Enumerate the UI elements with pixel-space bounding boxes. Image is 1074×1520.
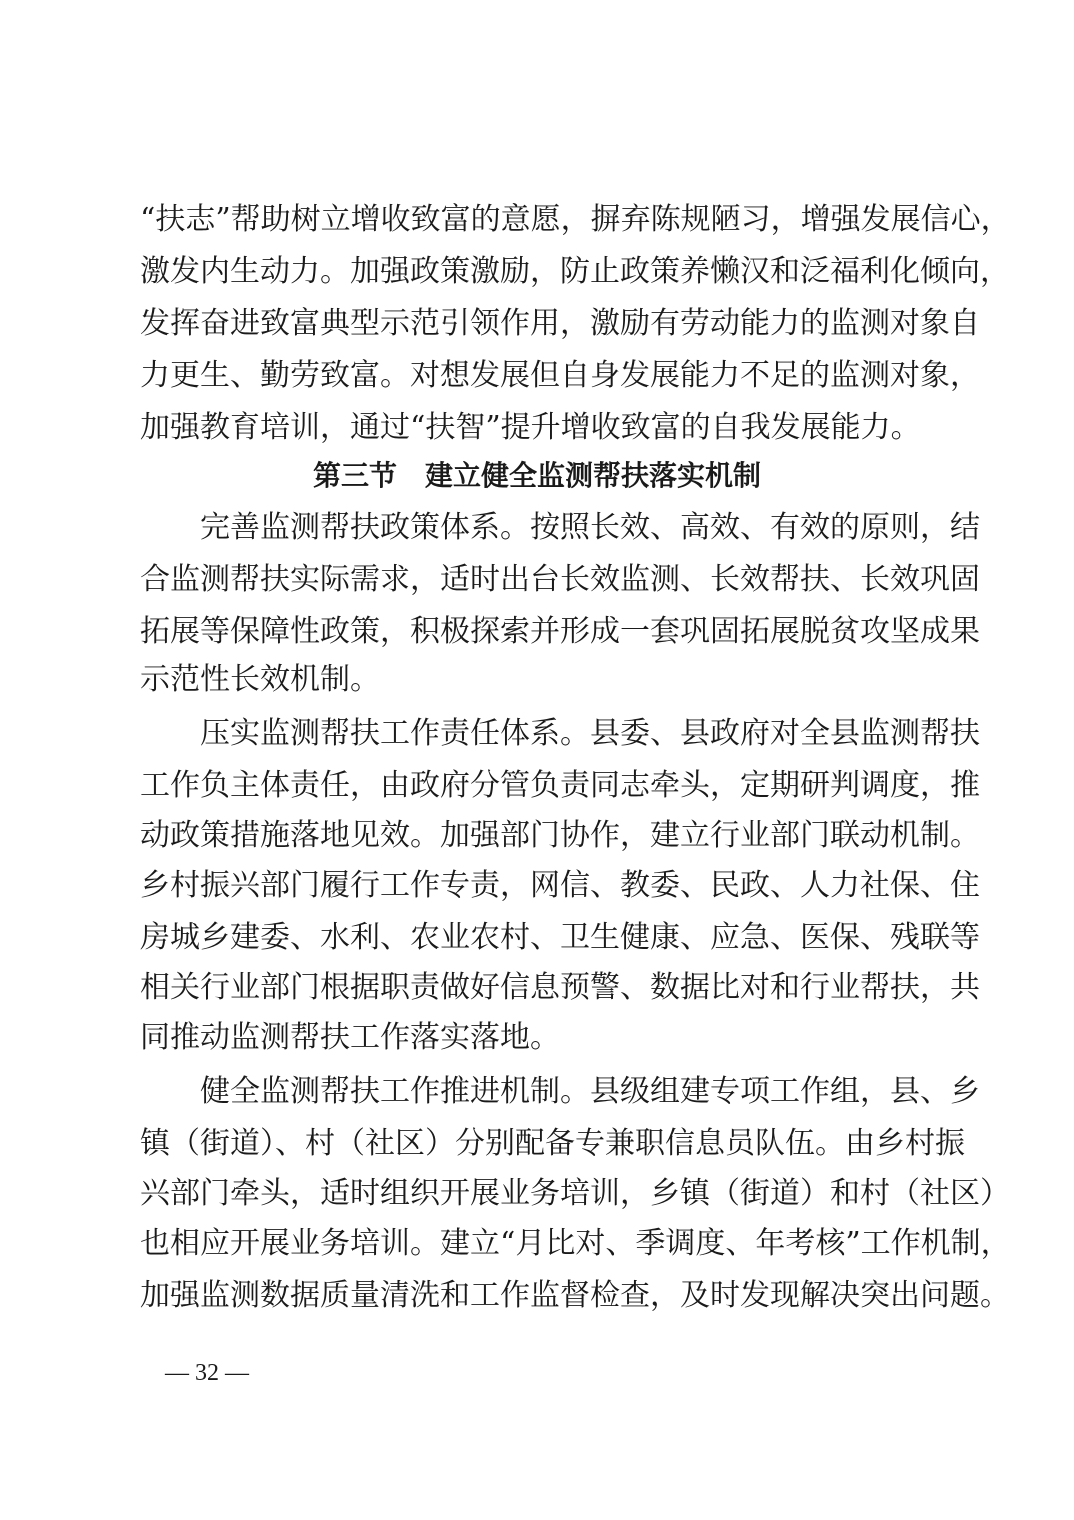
body-text-line: 相关行业部门根据职责做好信息预警、数据比对和行业帮扶，共 bbox=[140, 970, 980, 1005]
body-text-line: 示范性长效机制。 bbox=[140, 662, 380, 697]
body-text-line: 房城乡建委、水利、农业农村、卫生健康、应急、医保、残联等 bbox=[140, 920, 980, 955]
body-text-line: 工作负主体责任，由政府分管负责同志牵头，定期研判调度，推 bbox=[140, 768, 980, 803]
body-text-line: 动政策措施落地见效。加强部门协作，建立行业部门联动机制。 bbox=[140, 818, 980, 853]
body-text-line: 完善监测帮扶政策体系。按照长效、高效、有效的原则，结 bbox=[200, 510, 980, 545]
body-text-line: 压实监测帮扶工作责任体系。县委、县政府对全县监测帮扶 bbox=[200, 716, 980, 751]
body-text-line: 激发内生动力。加强政策激励，防止政策养懒汉和泛福利化倾向， bbox=[140, 254, 1010, 289]
body-text-line: 兴部门牵头，适时组织开展业务培训，乡镇（街道）和村（社区） bbox=[140, 1176, 1010, 1211]
body-text-line: 乡村振兴部门履行工作专责，网信、教委、民政、人力社保、住 bbox=[140, 868, 980, 903]
body-text-line: 拓展等保障性政策，积极探索并形成一套巩固拓展脱贫攻坚成果 bbox=[140, 614, 980, 649]
body-text-line: 同推动监测帮扶工作落实落地。 bbox=[140, 1020, 560, 1055]
body-text-line: 发挥奋进致富典型示范引领作用，激励有劳动能力的监测对象自 bbox=[140, 306, 980, 341]
body-text-line: 健全监测帮扶工作推进机制。县级组建专项工作组，县、乡 bbox=[200, 1074, 980, 1109]
body-text-line: 加强教育培训，通过“扶智”提升增收致富的自我发展能力。 bbox=[140, 410, 921, 445]
body-text-line: 加强监测数据质量清洗和工作监督检查，及时发现解决突出问题。 bbox=[140, 1278, 1010, 1313]
section-heading: 第三节 建立健全监测帮扶落实机制 bbox=[312, 459, 761, 492]
body-text-line: 镇（街道）、村（社区）分别配备专兼职信息员队伍。由乡村振 bbox=[140, 1126, 965, 1161]
body-text-line: 力更生、勤劳致富。对想发展但自身发展能力不足的监测对象， bbox=[140, 358, 980, 393]
page-number: — 32 — bbox=[165, 1360, 249, 1386]
body-text-line: 也相应开展业务培训。建立“月比对、季调度、年考核”工作机制， bbox=[140, 1226, 1011, 1261]
body-text-line: “扶志”帮助树立增收致富的意愿，摒弃陈规陋习，增强发展信心， bbox=[140, 202, 1011, 237]
body-text-line: 合监测帮扶实际需求，适时出台长效监测、长效帮扶、长效巩固 bbox=[140, 562, 980, 597]
